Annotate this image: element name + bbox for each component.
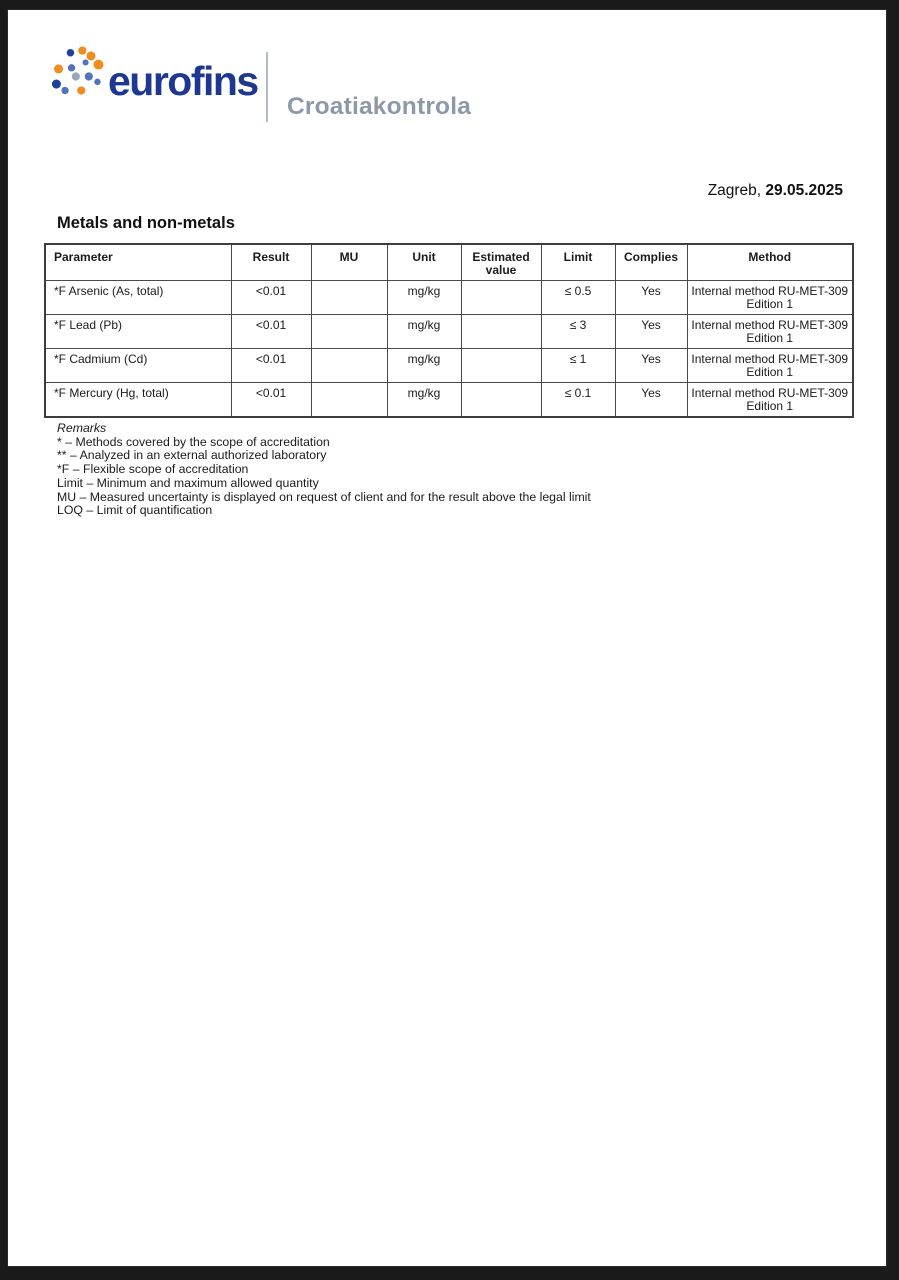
cell-unit: mg/kg: [387, 349, 461, 383]
column-header-parameter: Parameter: [45, 244, 231, 281]
cell-mu: [311, 281, 387, 315]
city-label: Zagreb,: [707, 182, 762, 199]
cell-result: <0.01: [231, 349, 311, 383]
remark-line: LOQ – Limit of quantification: [57, 503, 213, 518]
cell-estimated-value: [461, 315, 541, 349]
cell-estimated-value: [461, 281, 541, 315]
cell-mu: [311, 349, 387, 383]
cell-complies: Yes: [615, 383, 687, 418]
remark-line: * – Methods covered by the scope of accreditation: [57, 434, 330, 449]
table-row: [45, 281, 853, 315]
table-row: [45, 315, 853, 349]
remark-line: *F – Flexible scope of accreditation: [57, 462, 249, 477]
cell-complies: Yes: [615, 315, 687, 349]
cell-parameter: *F Mercury (Hg, total): [45, 383, 231, 418]
cell-parameter: *F Arsenic (As, total): [45, 281, 231, 315]
croatiakontrola-wordmark: Croatiakontrola: [287, 93, 472, 120]
results-table: [44, 243, 854, 418]
report-date: 29.05.2025: [765, 182, 843, 199]
cell-method: Internal method RU-MET-309 Edition 1: [687, 315, 853, 349]
column-header-complies: Complies: [615, 244, 687, 281]
cell-mu: [311, 383, 387, 418]
cell-limit: ≤ 0.1: [541, 383, 615, 418]
cell-unit: mg/kg: [387, 383, 461, 418]
section-title: Metals and non-metals: [57, 214, 235, 232]
logo-divider: [266, 52, 268, 122]
cell-result: <0.01: [231, 383, 311, 418]
remarks-title: Remarks: [57, 421, 107, 435]
column-header-unit: Unit: [387, 244, 461, 281]
eurofins-wordmark: eurofins: [108, 58, 258, 104]
cell-unit: mg/kg: [387, 315, 461, 349]
table-row: [45, 349, 853, 383]
cell-mu: [311, 315, 387, 349]
remark-line: ** – Analyzed in an external authorized laboratory: [57, 448, 327, 463]
column-header-estimated-value: Estimated value: [461, 244, 541, 281]
cell-parameter: *F Lead (Pb): [45, 315, 231, 349]
cell-method: Internal method RU-MET-309 Edition 1: [687, 349, 853, 383]
cell-complies: Yes: [615, 349, 687, 383]
column-header-method: Method: [687, 244, 853, 281]
cell-parameter: *F Cadmium (Cd): [45, 349, 231, 383]
cell-limit: ≤ 0.5: [541, 281, 615, 315]
remark-line: Limit – Minimum and maximum allowed quantity: [57, 475, 319, 490]
cell-unit: mg/kg: [387, 281, 461, 315]
cell-result: <0.01: [231, 281, 311, 315]
cell-result: <0.01: [231, 315, 311, 349]
remark-line: MU – Measured uncertainty is displayed on request of client and for the result above the legal limit: [57, 489, 591, 504]
results-table-container: [44, 243, 852, 418]
cell-estimated-value: [461, 349, 541, 383]
cell-method: Internal method RU-MET-309 Edition 1: [687, 281, 853, 315]
date-line: [708, 182, 843, 200]
cell-complies: Yes: [615, 281, 687, 315]
document-page: [8, 10, 886, 1266]
remarks-block: [57, 422, 591, 518]
cell-limit: ≤ 1: [541, 349, 615, 383]
table-header-row: [45, 244, 853, 281]
column-header-mu: MU: [311, 244, 387, 281]
cell-estimated-value: [461, 383, 541, 418]
cell-limit: ≤ 3: [541, 315, 615, 349]
column-header-limit: Limit: [541, 244, 615, 281]
cell-method: Internal method RU-MET-309 Edition 1: [687, 383, 853, 418]
column-header-result: Result: [231, 244, 311, 281]
table-row: [45, 383, 853, 418]
eurofins-logo-icon: [50, 43, 106, 97]
